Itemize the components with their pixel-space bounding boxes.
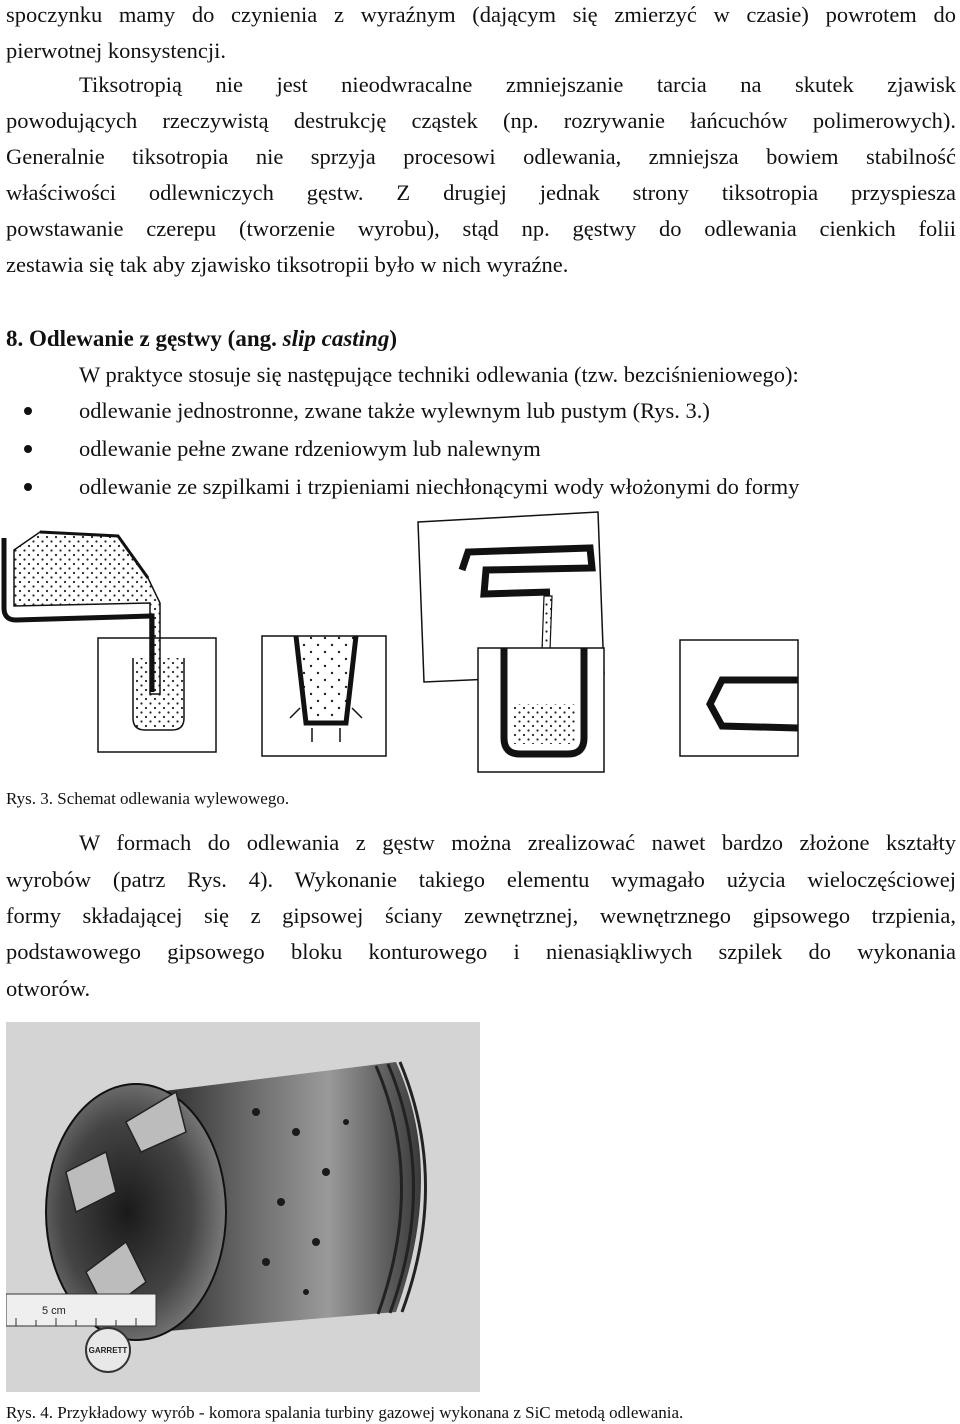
text-line: podstawowego gipsowego bloku konturowego i nienasiąkliwych szpilek do wykonania: [6, 939, 956, 964]
text-line: zestawia się tak aby zjawisko tiksotropii było w nich wyraźne.: [6, 252, 569, 277]
section-intro: W praktyce stosuje się następujące techniki odlewania (tzw. bezciśnieniowego):: [79, 362, 799, 387]
heading-text: 8. Odlewanie z gęstwy (ang.: [6, 326, 283, 351]
plaster-mould: [680, 640, 798, 756]
text-line: spoczynku mamy do czynienia z wyraźnym (dającym się zmierzyć w czasie) powrotem do: [6, 2, 956, 27]
ruler-label: 5 cm: [42, 1305, 66, 1317]
heading-italic-term: slip casting: [282, 326, 390, 351]
bullet-icon: [24, 445, 32, 453]
residual-slip: [512, 704, 576, 744]
figure-3-caption: Rys. 3. Schemat odlewania wylewowego.: [6, 789, 290, 808]
text-line: właściwości odlewniczych gęstw. Z drugiej jednak strony tiksotropia przyspiesza: [6, 180, 956, 205]
text-line: powstawanie czerepu (tworzenie wyrobu), stąd np. gęstwy do odlewania cienkich folii: [6, 216, 956, 241]
list-item-text: odlewanie pełne zwane rdzeniowym lub nalewnym: [79, 436, 541, 461]
text-line: powodujących rzeczywistą destrukcję cząstek (np. rozrywanie łańcuchów polimerowych).: [6, 108, 956, 133]
list-item-text: odlewanie ze szpilkami i trzpieniami niechłonącymi wody włożonymi do formy: [79, 474, 800, 499]
text-line: pierwotnej konsystencji.: [6, 38, 226, 63]
text-line: W formach do odlewania z gęstw można zrealizować nawet bardzo złożone kształty: [79, 830, 956, 855]
bullet-icon: [24, 483, 32, 491]
figure-4-caption: Rys. 4. Przykładowy wyrób - komora spalania turbiny gazowej wykonana z SiC metodą odlewania.: [6, 1403, 684, 1422]
cast-layer: [296, 636, 356, 723]
scale-ruler: [6, 1294, 156, 1326]
panel-absorption: [262, 636, 386, 756]
panel-draining: [418, 512, 604, 772]
bullet-icon: [24, 407, 32, 415]
badge-label: GARRETT: [88, 1346, 128, 1355]
panel-pouring: [4, 532, 216, 752]
text-line: formy składającej się z gipsowej ściany zewnętrznej, wewnętrznego gipsowego trzpienia,: [6, 903, 956, 928]
text-line: wyrobów (patrz Rys. 4). Wykonanie takiego elementu wymagało użycia wieloczęściowej: [6, 867, 956, 892]
text-line: Generalnie tiksotropia nie sprzyja procesowi odlewania, zmniejsza bowiem stabilność: [6, 144, 956, 169]
list-item-text: odlewanie jednostronne, zwane także wylewnym lub pustym (Rys. 3.): [79, 398, 710, 423]
text-line: otworów.: [6, 976, 91, 1001]
figure-3-diagram: [0, 508, 960, 783]
figure-4-photo: [6, 1022, 480, 1392]
heading-suffix: ): [389, 326, 398, 351]
section-heading: [6, 324, 956, 354]
text-line: Tiksotropią nie jest nieodwracalne zmniejszanie tarcia na skutek zjawisk: [79, 72, 956, 97]
panel-finished: [680, 640, 798, 756]
